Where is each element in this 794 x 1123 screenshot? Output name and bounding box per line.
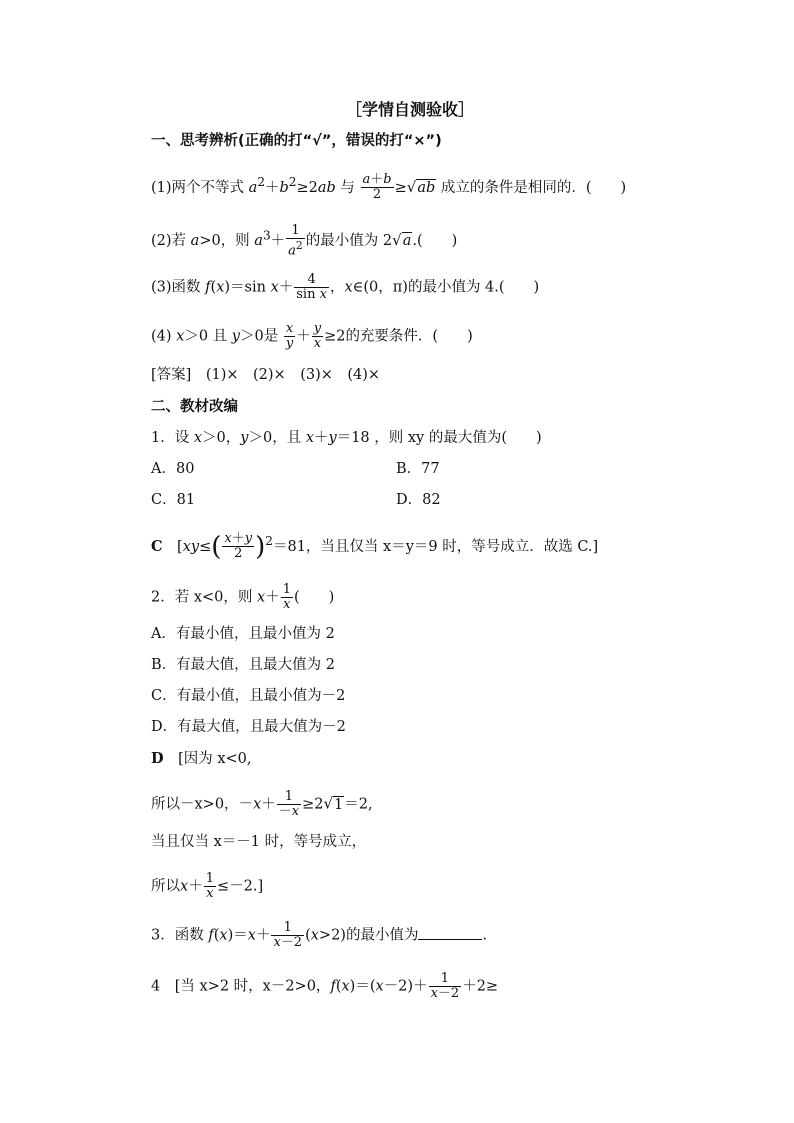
- section1-heading: 一、思考辨析(正确的打“√”，错误的打“×”): [151, 133, 442, 149]
- fraction: $\frac{4}{\text{sin x}}$: [296, 272, 327, 302]
- fraction: $\frac{y}{x}$: [313, 321, 322, 351]
- fraction: $\frac{x}{y}$: [285, 321, 294, 351]
- solution-2-1: C [xy≤( $\frac{x+y}{2}$ )$^2$＝81，当且仅当 x＝y＝9 时，等号成立．故选 C.]: [151, 531, 599, 562]
- solution-2-2-line4: 所以x＋ $\frac{1}{x}$ ≤－2.]: [151, 871, 264, 901]
- option-b: B．有最大值，且最大值为 2: [151, 657, 335, 673]
- fraction: $\frac{1}{x-2}$: [430, 971, 460, 1001]
- option-c: C．有最小值，且最小值为－2: [151, 688, 346, 704]
- fraction: $\frac{1}{a^2}$: [288, 223, 303, 259]
- question-2-2: 2．若 x<0，则 x＋ $\frac{1}{x}$ ( ): [151, 582, 335, 612]
- option-a: A．80: [151, 461, 195, 477]
- fraction: $\frac{x+y}{2}$: [224, 531, 253, 562]
- question-1-2: (2)若 a>0，则 $a^3+$ $\frac{1}{a^2}$ 的最小值为 2√a.( ): [151, 223, 458, 259]
- fraction: $\frac{1}{x-2}$: [273, 920, 303, 950]
- fraction: $\frac{1}{x}$: [282, 582, 291, 612]
- fraction: $\frac{a+b}{2}$: [362, 172, 392, 203]
- question-1-1: (1)两个不等式 $a^2+b^2\ge 2ab$ 与 $\frac{a+b}{2}$ ≥√ab 成立的条件是相同的．( ): [151, 172, 627, 203]
- option-c: C．81: [151, 492, 196, 508]
- solution-2-2-line3: 当且仅当 x＝－1 时，等号成立，: [151, 834, 367, 850]
- answer-blank: [418, 925, 482, 940]
- solution-2-3: 4 [当 x>2 时，x－2>0，f(x)＝(x－2)＋ $\frac{1}{x-2}$ ＋2≥: [151, 971, 499, 1001]
- fraction: $\frac{1}{-x}$: [278, 789, 300, 819]
- solution-2-2-line2: 所以－x>0，－x＋ $\frac{1}{-x}$ ≥2√1＝2,: [151, 789, 373, 819]
- option-d: D．有最大值，且最大值为－2: [151, 719, 346, 735]
- page-title: ［学情自测验收］: [346, 100, 475, 119]
- solution-2-2-line1: D [因为 x<0,: [151, 750, 252, 767]
- question-1-4: (4) x＞0 且 y＞0是 $\frac{x}{y}$ ＋ $\frac{y}{x}$ ≥2的充要条件．( ): [151, 321, 473, 351]
- question-2-1: 1．设 x＞0，y＞0，且 x＋y＝18 ，则 xy 的最大值为( ): [151, 430, 542, 446]
- option-b: B．77: [396, 461, 440, 477]
- option-d: D．82: [396, 492, 441, 508]
- fraction: $\frac{1}{x}$: [205, 871, 214, 901]
- question-2-3: 3．函数 f(x)＝x＋ $\frac{1}{x-2}$ (x>2)的最小值为 .: [151, 920, 488, 950]
- section2-heading: 二、教材改编: [151, 399, 238, 415]
- answer-line: [答案] (1)× (2)× (3)× (4)×: [151, 367, 381, 383]
- option-a: A．有最小值，且最小值为 2: [151, 626, 335, 642]
- question-1-3: (3)函数 f(x)＝sin x＋ $\frac{4}{\text{sin x}}$ ，x∈(0，π)的最小值为 4.( ): [151, 272, 540, 302]
